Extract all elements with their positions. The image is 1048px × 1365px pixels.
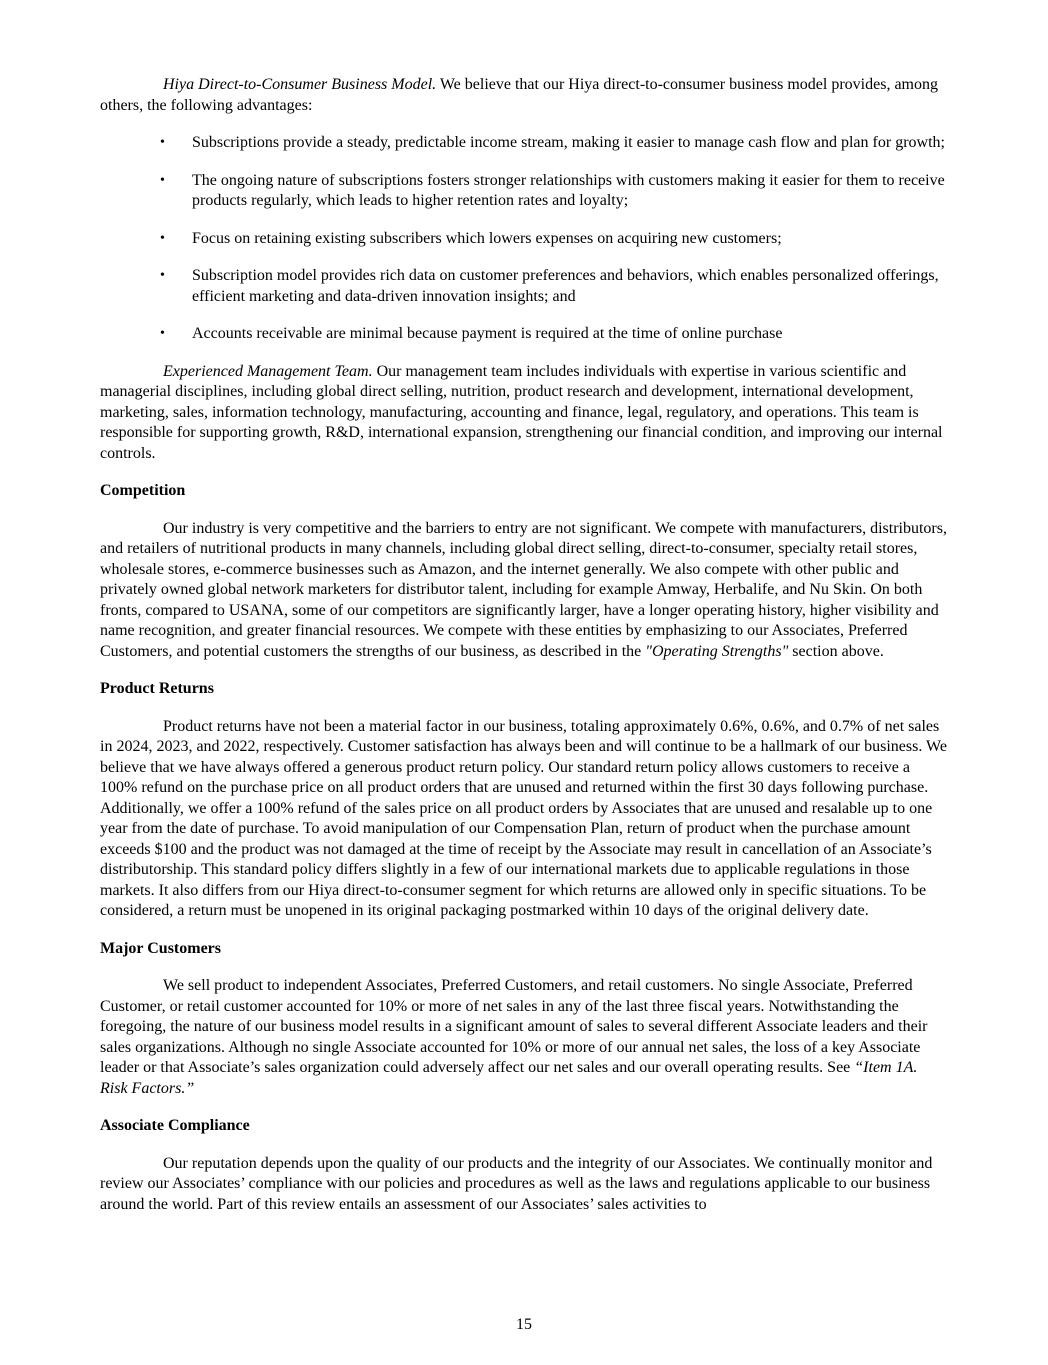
paragraph [100,75,948,116]
section-heading: Product Returns [100,680,214,697]
section-heading: Major Customers [100,939,222,957]
paragraph-italic-segment: “Item 1A. Risk Factors.” [100,1059,918,1097]
paragraph [100,976,948,1099]
bullet-icon: • [160,230,165,246]
paragraph-italic-segment: "Operating Strengths" [645,642,789,660]
bullet-item [100,324,948,345]
section-heading: Competition [100,482,186,499]
paragraph [100,519,948,663]
paragraph [100,362,948,465]
bullet-text: Accounts receivable are minimal because payment is required at the time of online purchase [192,325,783,342]
section-heading: Associate Compliance [100,1117,250,1134]
paragraph-italic-segment: Experienced Management Team. [163,362,373,380]
bullet-text: Focus on retaining existing subscribers which lowers expenses on acquiring new customers; [192,229,782,247]
paragraph [100,717,948,922]
paragraph-segment: We believe that our Hiya direct-to-consumer business model provides, among others, the following advantages: [100,76,938,114]
bullet-icon: • [160,326,165,341]
bullet-icon: • [160,135,165,150]
bullet-icon: • [160,268,165,283]
paragraph [100,1154,948,1216]
bullet-item [100,229,948,250]
paragraph-segment: Our reputation depends upon the quality of our products and the integrity of our Associates. We continually monitor and review our Associates’ compliance with our policies and procedures as well as the laws and regulations applicable to our business around the world. Part of this review entails an assessment of our Associates’ sales activities to [100,1154,933,1213]
bullet-icon: • [160,172,165,188]
paragraph-segment: section above. [788,642,884,660]
bullet-text: Subscription model provides rich data on customer preferences and behaviors, which enables personalized offerings, efficient marketing and data-driven innovation insights; and [192,267,939,305]
bullet-item [100,266,948,307]
bullet-item [100,171,948,212]
paragraph-segment: Our management team includes individuals with expertise in various scientific and managerial disciplines, including global direct selling, nutrition, product research and development, international development, marketing, sales, information technology, manufacturing, accounting and finance, legal, regulatory, and operations. This team is responsible for supporting growth, R&D, international expansion, strengthening our financial condition, and improving our internal controls. [100,362,943,462]
bullet-text: The ongoing nature of subscriptions fosters stronger relationships with customers making it easier for them to receive products regularly, which leads to higher retention rates and loyalty; [192,171,945,209]
document-body [100,75,948,1232]
bullet-text: Subscriptions provide a steady, predictable income stream, making it easier to manage cash flow and plan for growth; [192,134,945,151]
paragraph-segment: Product returns have not been a material factor in our business, totaling approximately 0.6%, 0.6%, and 0.7% of net sales in 2024, 2023, and 2022, respectively. Customer satisfaction has always been and will continue to be a hallmark of our business. We believe that we have always offered a generous product return policy. Our standard return policy allows customers to receive a 100% refund on the purchase price on all product orders that are unused and returned within the first 30 days following purchase. Additionally, we offer a 100% refund of the sales price on all product orders by Associates that are unused and resalable up to one year from the date of purchase. To avoid manipulation of our Compensation Plan, return of product when the purchase amount exceeds $100 and the product was not damaged at the time of receipt by the Associate may result in cancellation of an Associate’s distributorship. This standard policy differs slightly in a few of our international markets due to applicable regulations in those markets. It also differs from our Hiya direct-to-consumer segment for which returns are allowed only in specific situations. To be considered, a return must be unopened in its original packaging postmarked within 10 days of the original delivery date. [100,717,947,919]
paragraph-italic-segment: Hiya Direct-to-Consumer Business Model. [163,76,437,93]
page-number: 15 [516,1315,532,1333]
paragraph-segment: Our industry is very competitive and the barriers to entry are not significant. We compete with manufacturers, distributors, and retailers of nutritional products in many channels, including global direct selling, direct-to-consumer, specialty retail stores, wholesale stores, e-commerce businesses such as Amazon, and the internet generally. We also compete with other public and privately owned global network marketers for distributor talent, including for example Amway, Herbalife, and Nu Skin. On both fronts, compared to USANA, some of our competitors are significantly larger, have a longer operating history, higher visibility and name recognition, and greater financial resources. We compete with these entities by emphasizing to our Associates, Preferred Customers, and potential customers the strengths of our business, as described in the [100,519,947,660]
paragraph-segment: We sell product to independent Associates, Preferred Customers, and retail customers. No single Associate, Preferred Customer, or retail customer accounted for 10% or more of net sales in any of the last three fiscal years. Notwithstanding the foregoing, the nature of our business model results in a significant amount of sales to several different Associate leaders and their sales organizations. Although no single Associate accounted for 10% or more of our annual net sales, the loss of a key Associate leader or that Associate’s sales organization could adversely affect our net sales and our overall operating results. See [100,977,928,1076]
bullet-item [100,133,948,154]
